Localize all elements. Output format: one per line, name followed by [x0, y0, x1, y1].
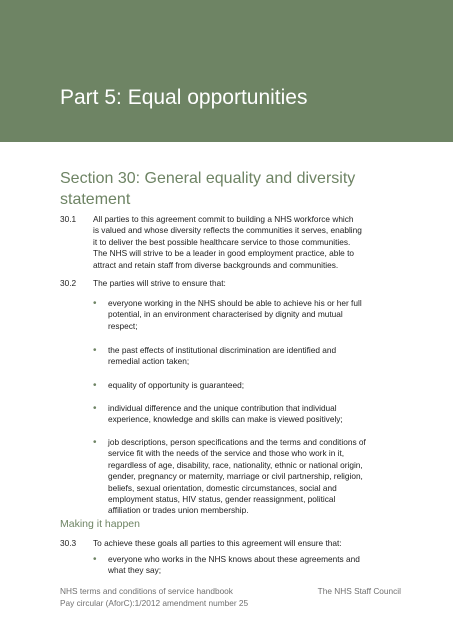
list-item [93, 437, 413, 517]
list-item [93, 345, 413, 368]
clause-text: To achieve these goals all parties to this agreement will ensure that: [93, 538, 342, 548]
bullet-icon: • [93, 554, 97, 565]
list-item [93, 380, 413, 391]
subheading-making-it-happen: Making it happen [60, 518, 140, 530]
list-item-text: job descriptions, person specifications and the terms and conditions of service fit with the needs of the service and those who work in it, regardless of age, disability, race, nationality, ethnic or national origin, gender, pregnancy or maternity, marriage or civil partnership, religion, beliefs, sexual orientation, domestic circumstances, social and employment status, HIV status, gender reassignment, political affiliation or trades union membership. [108, 437, 366, 516]
list-item-text: everyone working in the NHS should be able to achieve his or her full potential, in an environment characterised by dignity and mutual respect; [108, 298, 362, 331]
list-item [93, 554, 413, 577]
list-item-text: individual difference and the unique contribution that individual experience, knowledge and skills can make is viewed positively; [108, 403, 343, 425]
clause-number: 30.2 [60, 278, 77, 288]
list-item-text: everyone who works in the NHS knows about these agreements and what they say; [108, 554, 360, 576]
header-banner [0, 0, 453, 142]
clause-number: 30.1 [60, 214, 77, 224]
footer-right: The NHS Staff Council [317, 586, 401, 596]
bullet-icon: • [93, 403, 97, 414]
list-item-text: the past effects of institutional discrimination are identified and remedial action taken; [108, 345, 337, 367]
bullet-icon: • [93, 437, 97, 448]
list-item-text: equality of opportunity is guaranteed; [108, 380, 245, 390]
bullet-icon: • [93, 345, 97, 356]
list-item [93, 403, 413, 426]
section-title: Section 30: General equality and diversity statement [60, 170, 356, 208]
footer-left: NHS terms and conditions of service handbook Pay circular (AforC):1/2012 amendment number 25 [60, 586, 249, 608]
clause-text: All parties to this agreement commit to building a NHS workforce which is valued and whose diversity reflects the communities it serves, enabling it to deliver the best possible healthcare service to those communities. The NHS will strive to be a leader in good employment practice, able to attract and retain staff from diverse backgrounds and communities. [93, 214, 362, 270]
clause-number: 30.3 [60, 538, 77, 548]
clause-text: The parties will strive to ensure that: [93, 278, 226, 288]
clause-30-3 [60, 538, 400, 549]
part-title: Part 5: Equal opportunities [60, 86, 308, 109]
clause-30-2 [60, 278, 400, 289]
clause-30-1 [60, 214, 400, 271]
bullet-icon: • [93, 380, 97, 391]
bullet-icon: • [93, 298, 97, 309]
list-item [93, 298, 413, 332]
